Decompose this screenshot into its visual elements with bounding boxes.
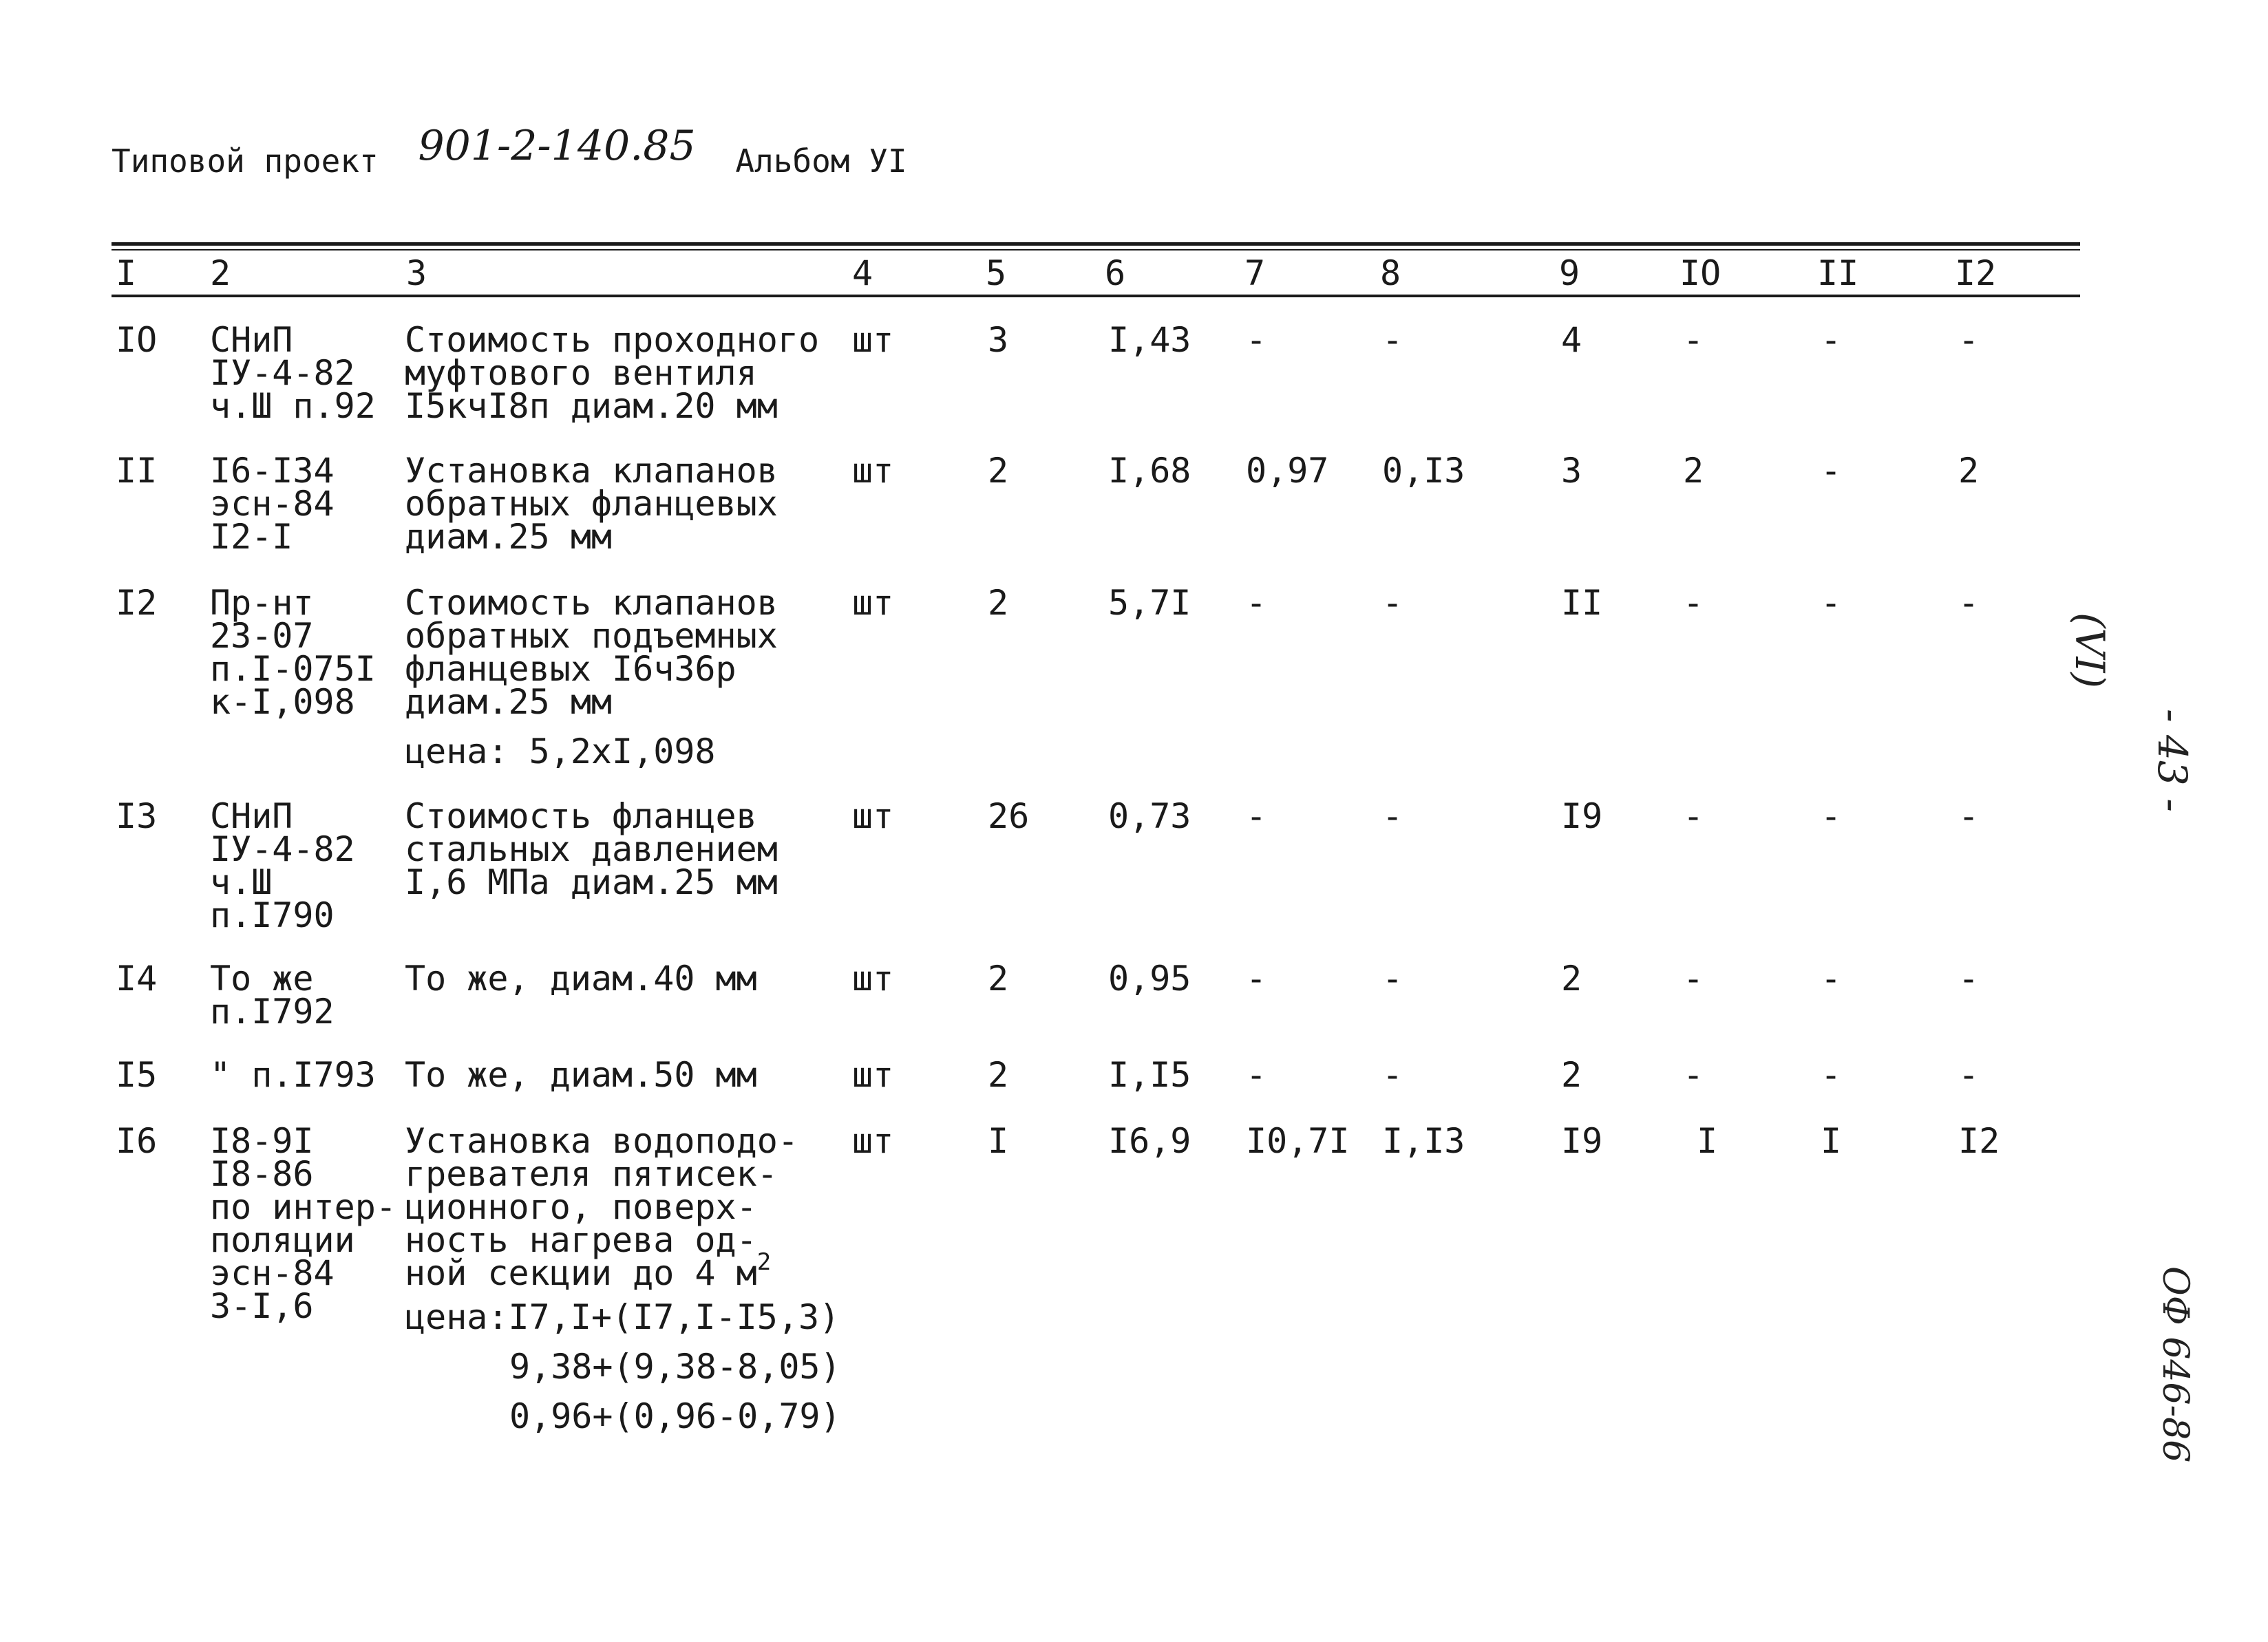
column-header-2: 2 bbox=[210, 253, 231, 293]
column-header-9: 9 bbox=[1559, 253, 1580, 293]
row-16-c6: I6,9 bbox=[1108, 1121, 1191, 1161]
row-13-c6: 0,73 bbox=[1108, 796, 1191, 836]
row-14-c8: - bbox=[1382, 959, 1403, 999]
row-15-c8: - bbox=[1382, 1055, 1403, 1095]
page-number: - 43 - bbox=[2149, 709, 2196, 812]
row-12-c11: - bbox=[1821, 583, 1842, 623]
column-header-7: 7 bbox=[1244, 253, 1266, 293]
header-prefix: Типовой проект bbox=[112, 142, 379, 180]
row-13-c12: - bbox=[1958, 796, 1980, 836]
row-10-num: IO bbox=[116, 320, 158, 360]
row-16-price-note-3: 0,96+(0,96-0,79) bbox=[509, 1396, 841, 1436]
row-10-c7: - bbox=[1246, 320, 1267, 360]
row-11-c7: 0,97 bbox=[1246, 451, 1329, 491]
row-12-c5: 2 bbox=[988, 583, 1009, 623]
row-15-code: " п.I793 bbox=[210, 1055, 376, 1095]
row-14-c7: - bbox=[1246, 959, 1267, 999]
column-header-3: 3 bbox=[406, 253, 427, 293]
row-11-c8: 0,I3 bbox=[1382, 451, 1465, 491]
row-16-c12: I2 bbox=[1958, 1121, 2000, 1161]
row-13-code: СНиП IУ-4-82 ч.Ш п.I790 bbox=[210, 796, 355, 935]
row-15-c12: - bbox=[1958, 1055, 1980, 1095]
row-10-c10: - bbox=[1683, 320, 1704, 360]
row-12-num: I2 bbox=[116, 583, 158, 623]
row-15-c6: I,I5 bbox=[1108, 1055, 1191, 1095]
row-13-c11: - bbox=[1821, 796, 1842, 836]
row-14-c5: 2 bbox=[988, 959, 1009, 999]
row-12-price-note: цена: 5,2хI,098 bbox=[405, 732, 716, 771]
row-16-code: I8-9I I8-86 по интер- поляции эсн-84 3-I,6 bbox=[210, 1121, 396, 1326]
row-15-desc: То же, диам.50 мм bbox=[405, 1055, 757, 1095]
row-11-c6: I,68 bbox=[1108, 451, 1191, 491]
row-13-c9: I9 bbox=[1561, 796, 1603, 836]
row-11-code: I6-I34 эсн-84 I2-I bbox=[210, 451, 335, 557]
row-12-c9: II bbox=[1561, 583, 1603, 623]
row-11-num: II bbox=[116, 451, 158, 491]
row-11-c5: 2 bbox=[988, 451, 1009, 491]
column-header-4: 4 bbox=[852, 253, 873, 293]
row-12-code: Пр-нт 23-07 п.I-075I к-I,098 bbox=[210, 583, 376, 722]
row-14-num: I4 bbox=[116, 959, 158, 999]
row-10-c6: I,43 bbox=[1108, 320, 1191, 360]
project-number: 901-2-140.85 bbox=[418, 122, 696, 170]
row-13-num: I3 bbox=[116, 796, 158, 836]
row-15-c9: 2 bbox=[1561, 1055, 1582, 1095]
row-16-desc-superscript: 2 bbox=[756, 1248, 772, 1276]
row-10-desc: Стоимость проходного муфтового вентиля I5кчI8п диам.20 мм bbox=[405, 320, 820, 426]
row-16-c5: I bbox=[988, 1121, 1009, 1161]
row-11-c12: 2 bbox=[1958, 451, 1980, 491]
row-15-c7: - bbox=[1246, 1055, 1267, 1095]
row-15-c11: - bbox=[1821, 1055, 1842, 1095]
table-top-rule bbox=[112, 242, 2080, 246]
column-header-6: 6 bbox=[1105, 253, 1126, 293]
page-mark: (VI) bbox=[2066, 612, 2113, 689]
row-11-c11: - bbox=[1821, 451, 1842, 491]
row-14-c11: - bbox=[1821, 959, 1842, 999]
row-12-desc: Стоимость клапанов обратных подъемных фланцевых I6ч36р диам.25 мм bbox=[405, 583, 778, 722]
album-label: Альбом УI bbox=[735, 142, 907, 180]
row-13-c10: - bbox=[1683, 796, 1704, 836]
document-header bbox=[112, 122, 907, 182]
row-16-price-note-2: 9,38+(9,38-8,05) bbox=[509, 1347, 841, 1387]
row-10-c11: - bbox=[1821, 320, 1842, 360]
row-12-c8: - bbox=[1382, 583, 1403, 623]
row-15-c5: 2 bbox=[988, 1055, 1009, 1095]
row-10-c12: - bbox=[1958, 320, 1980, 360]
row-16-c10: I bbox=[1697, 1121, 1718, 1161]
row-10-c5: 3 bbox=[988, 320, 1009, 360]
row-12-c12: - bbox=[1958, 583, 1980, 623]
row-16-desc-text: Установка водоподо- гревателя пятисек- ционного, поверх- ность нагрева од- ной секции до 4 м bbox=[405, 1121, 798, 1293]
row-14-unit: шт bbox=[852, 959, 894, 999]
row-15-unit: шт bbox=[852, 1055, 894, 1095]
row-15-c10: - bbox=[1683, 1055, 1704, 1095]
row-14-c6: 0,95 bbox=[1108, 959, 1191, 999]
row-10-c9: 4 bbox=[1561, 320, 1582, 360]
row-16-num: I6 bbox=[116, 1121, 158, 1161]
row-13-desc: Стоимость фланцев стальных давлением I,6 МПа диам.25 мм bbox=[405, 796, 778, 902]
row-13-c8: - bbox=[1382, 796, 1403, 836]
margin-initials: ОФ 646-86 bbox=[2154, 1266, 2196, 1463]
column-header-12: I2 bbox=[1955, 253, 1997, 293]
row-14-desc: То же, диам.40 мм bbox=[405, 959, 757, 999]
row-12-c10: - bbox=[1683, 583, 1704, 623]
row-14-c12: - bbox=[1958, 959, 1980, 999]
row-10-unit: шт bbox=[852, 320, 894, 360]
row-13-c5: 26 bbox=[988, 796, 1030, 836]
row-11-desc: Установка клапанов обратных фланцевых диам.25 мм bbox=[405, 451, 778, 557]
row-13-unit: шт bbox=[852, 796, 894, 836]
row-10-c8: - bbox=[1382, 320, 1403, 360]
row-16-c8: I,I3 bbox=[1382, 1121, 1465, 1161]
column-header-8: 8 bbox=[1380, 253, 1401, 293]
row-16-unit: шт bbox=[852, 1121, 894, 1161]
row-16-desc bbox=[405, 1121, 798, 1294]
column-header-10: IO bbox=[1679, 253, 1721, 293]
row-14-code: То же п.I792 bbox=[210, 959, 335, 1032]
row-11-c10: 2 bbox=[1683, 451, 1704, 491]
row-16-c11: I bbox=[1821, 1121, 1842, 1161]
row-11-unit: шт bbox=[852, 451, 894, 491]
table-top-rule-thin bbox=[112, 249, 2080, 250]
column-header-1: I bbox=[116, 253, 137, 293]
column-header-5: 5 bbox=[986, 253, 1007, 293]
row-16-price-note-1: цена:I7,I+(I7,I-I5,3) bbox=[405, 1297, 840, 1337]
table-header-rule bbox=[112, 295, 2080, 297]
row-14-c9: 2 bbox=[1561, 959, 1582, 999]
row-15-num: I5 bbox=[116, 1055, 158, 1095]
row-16-c9: I9 bbox=[1561, 1121, 1603, 1161]
row-12-unit: шт bbox=[852, 583, 894, 623]
row-11-c9: 3 bbox=[1561, 451, 1582, 491]
row-14-c10: - bbox=[1683, 959, 1704, 999]
row-12-c7: - bbox=[1246, 583, 1267, 623]
row-10-code: СНиП IУ-4-82 ч.Ш п.92 bbox=[210, 320, 376, 426]
row-13-c7: - bbox=[1246, 796, 1267, 836]
row-12-c6: 5,7I bbox=[1108, 583, 1191, 623]
row-16-c7: I0,7I bbox=[1246, 1121, 1350, 1161]
column-header-11: II bbox=[1817, 253, 1859, 293]
